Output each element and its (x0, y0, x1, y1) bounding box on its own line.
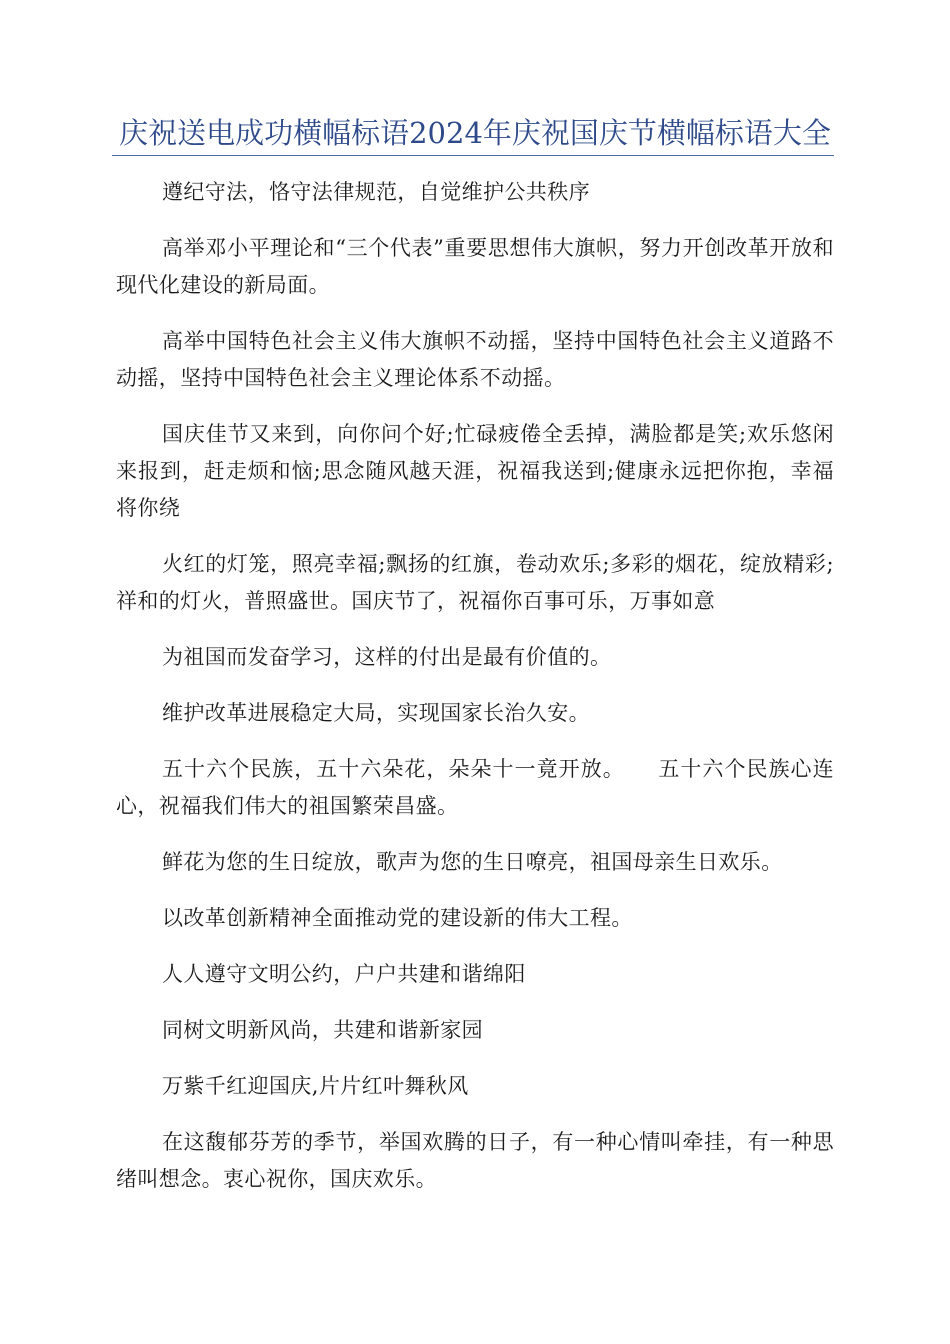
paragraph: 维护改革进展稳定大局，实现国家长治久安。 (162, 701, 590, 725)
paragraph: 万紫千红迎国庆,片片红叶舞秋风 (162, 1074, 469, 1098)
paragraph: 高举中国特色社会主义伟大旗帜不动摇，坚持中国特色社会主义道路不动摇，坚持中国特色社会主义理论体系不动摇。 (116, 329, 834, 390)
paragraph: 人人遵守文明公约，户户共建和谐绵阳 (162, 962, 526, 986)
paragraph: 遵纪守法，恪守法律规范，自觉维护公共秩序 (162, 180, 590, 204)
paragraph: 同树文明新风尚，共建和谐新家园 (162, 1018, 483, 1042)
document-body (116, 174, 834, 1217)
paragraph: 以改革创新精神全面推动党的建设新的伟大工程。 (162, 906, 633, 930)
document-title: 庆祝送电成功横幅标语2024年庆祝国庆节横幅标语大全 (119, 116, 831, 150)
paragraph: 五十六个民族，五十六朵花，朵朵十一竟开放。 五十六个民族心连心，祝福我们伟大的祖国繁荣昌盛。 (116, 757, 834, 818)
paragraph: 国庆佳节又来到，向你问个好;忙碌疲倦全丢掉，满脸都是笑;欢乐悠闲来报到，赶走烦和恼;思念随风越天涯，祝福我送到;健康永远把你抱，幸福将你绕 (116, 422, 834, 520)
paragraph: 火红的灯笼，照亮幸福;飘扬的红旗，卷动欢乐;多彩的烟花，绽放精彩;祥和的灯火，普照盛世。国庆节了，祝福你百事可乐，万事如意 (116, 552, 834, 613)
title-underline (112, 155, 834, 156)
paragraph: 高举邓小平理论和“三个代表”重要思想伟大旗帜，努力开创改革开放和现代化建设的新局面。 (116, 236, 834, 297)
paragraph: 为祖国而发奋学习，这样的付出是最有价值的。 (162, 645, 612, 669)
paragraph: 鲜花为您的生日绽放，歌声为您的生日嘹亮，祖国母亲生日欢乐。 (162, 850, 783, 874)
paragraph: 在这馥郁芬芳的季节，举国欢腾的日子，有一种心情叫牵挂，有一种思绪叫想念。衷心祝你，国庆欢乐。 (116, 1130, 834, 1191)
